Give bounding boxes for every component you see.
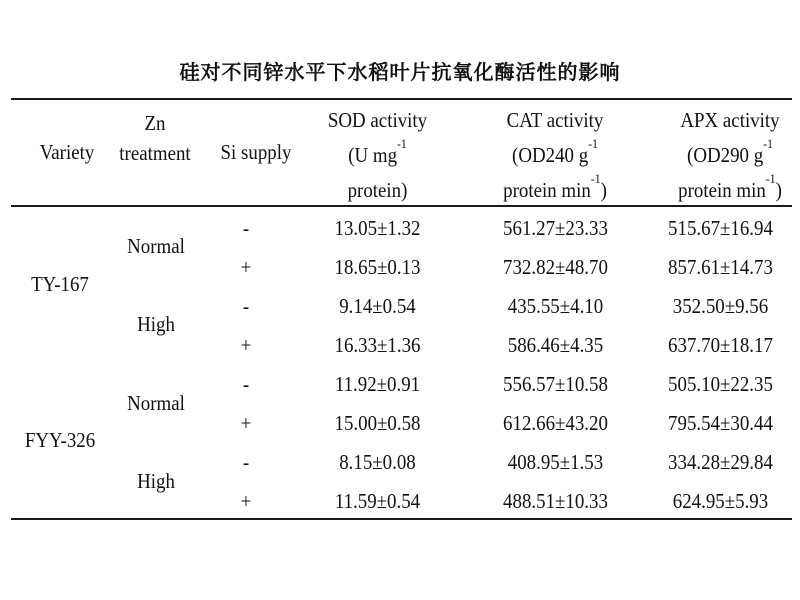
zn-level-label: High bbox=[137, 312, 175, 336]
cat-value-cell: 556.57±10.58 bbox=[503, 372, 608, 396]
apx-value-cell: 515.67±16.94 bbox=[668, 216, 773, 240]
header-variety: Variety bbox=[39, 140, 95, 164]
sod-value-cell: 11.92±0.91 bbox=[334, 372, 421, 396]
header-apx-line3: protein $\min^{-1}$) bbox=[678, 171, 782, 202]
apx-value-cell: 352.50±9.56 bbox=[672, 294, 769, 318]
bottom-rule bbox=[11, 518, 792, 520]
cat-value-cell: 561.27±23.33 bbox=[503, 216, 608, 240]
sod-value-cell: 11.59±0.54 bbox=[334, 489, 421, 513]
header-apx-line2: (OD290 $g^{-1}$ bbox=[687, 136, 773, 167]
cat-value-cell: 586.46±4.35 bbox=[507, 333, 604, 357]
si-supply-cell: + bbox=[240, 255, 252, 279]
table-title: 硅对不同锌水平下水稻叶片抗氧化酶活性的影响 bbox=[179, 60, 621, 84]
zn-level-label: Normal bbox=[127, 391, 185, 415]
header-cat-activity bbox=[479, 103, 632, 208]
sod-value-cell: 8.15±0.08 bbox=[339, 450, 416, 474]
header-sod-line1: SOD activity bbox=[327, 108, 428, 132]
apx-value-cell: 795.54±30.44 bbox=[668, 411, 773, 435]
si-supply-cell: + bbox=[240, 333, 252, 357]
si-supply-cell: - bbox=[242, 294, 250, 318]
zn-level-label: Normal bbox=[127, 234, 185, 258]
si-supply-cell: - bbox=[242, 372, 250, 396]
header-si-supply: Si supply bbox=[220, 140, 292, 164]
header-apx-line1: APX activity bbox=[680, 108, 780, 132]
header-sod-line2: (U $mg^{-1}$ bbox=[348, 136, 407, 167]
apx-value-cell: 334.28±29.84 bbox=[668, 450, 773, 474]
cat-value-cell: 408.95±1.53 bbox=[507, 450, 604, 474]
header-cat-line1: CAT activity bbox=[506, 108, 604, 132]
si-supply-cell: - bbox=[242, 216, 250, 240]
header-sod-activity bbox=[299, 103, 457, 208]
si-supply-cell: + bbox=[240, 411, 252, 435]
header-zn-line2: treatment bbox=[119, 141, 191, 165]
si-supply-cell: - bbox=[242, 450, 250, 474]
cat-value-cell: 488.51±10.33 bbox=[503, 489, 608, 513]
cat-value-cell: 435.55±4.10 bbox=[507, 294, 604, 318]
sod-value-cell: 18.65±0.13 bbox=[334, 255, 421, 279]
apx-value-cell: 637.70±18.17 bbox=[668, 333, 773, 357]
sod-value-cell: 15.00±0.58 bbox=[334, 411, 421, 435]
top-rule bbox=[11, 98, 792, 100]
header-zn-treatment bbox=[106, 108, 205, 168]
sod-value-cell: 9.14±0.54 bbox=[339, 294, 416, 318]
cat-value-cell: 612.66±43.20 bbox=[503, 411, 608, 435]
header-sod-line3: protein) bbox=[347, 178, 408, 202]
apx-value-cell: 505.10±22.35 bbox=[668, 372, 773, 396]
apx-value-cell: 624.95±5.93 bbox=[672, 489, 769, 513]
sod-value-cell: 13.05±1.32 bbox=[334, 216, 421, 240]
header-apx-activity bbox=[654, 103, 800, 208]
header-cat-line3: protein $\min^{-1}$) bbox=[503, 171, 607, 202]
header-zn-line1: Zn bbox=[144, 111, 166, 135]
variety-label: FYY-326 bbox=[24, 428, 96, 452]
si-supply-cell: + bbox=[240, 489, 252, 513]
variety-label: TY-167 bbox=[31, 272, 89, 296]
zn-level-label: High bbox=[137, 469, 175, 493]
header-cat-line2: (OD240 $g^{-1}$ bbox=[512, 136, 598, 167]
sod-value-cell: 16.33±1.36 bbox=[334, 333, 421, 357]
cat-value-cell: 732.82±48.70 bbox=[503, 255, 608, 279]
apx-value-cell: 857.61±14.73 bbox=[668, 255, 773, 279]
